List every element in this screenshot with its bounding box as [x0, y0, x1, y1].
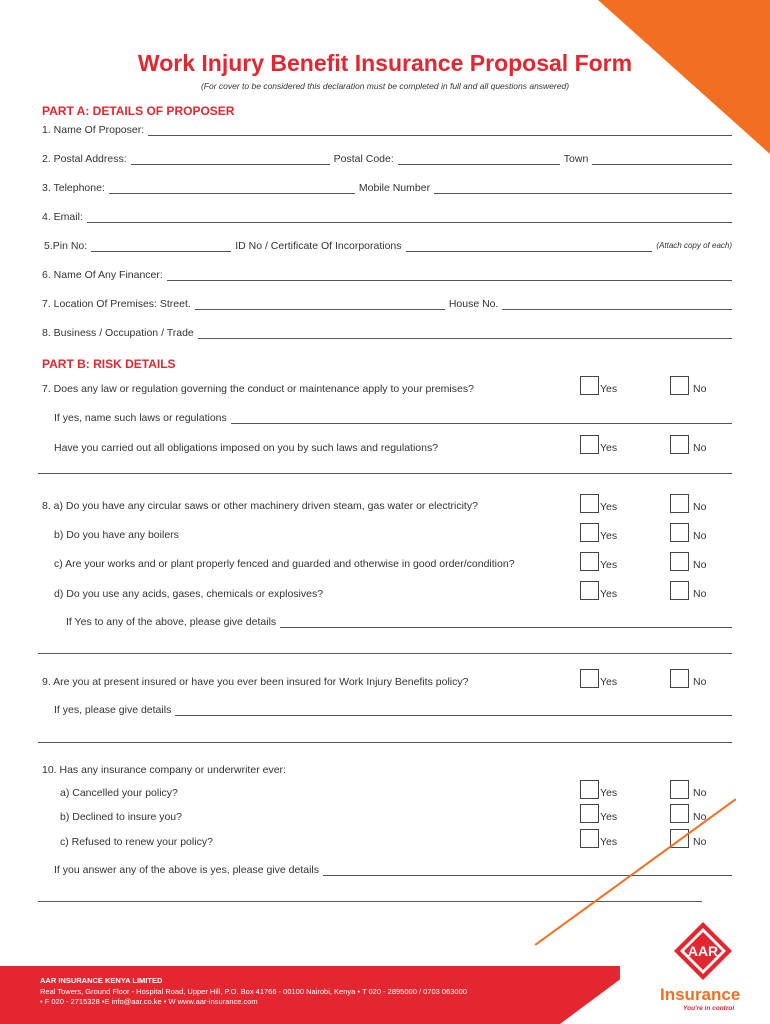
q10a-no-option [670, 780, 706, 799]
q7b-yes-option [580, 435, 617, 454]
q9-details-label: If yes, please give details [54, 704, 172, 716]
q8b-no-checkbox[interactable] [670, 523, 689, 542]
section-divider [38, 653, 732, 654]
q10b-yes-checkbox[interactable] [580, 804, 599, 823]
question-10c: c) Refused to renew your policy? [60, 836, 213, 848]
q8-details-label: If Yes to any of the above, please give details [66, 616, 277, 628]
no-label: No [693, 811, 707, 823]
question-7: 7. Does any law or regulation governing the conduct or maintenance apply to your premises? [42, 383, 474, 395]
q8b-yes-option [580, 523, 617, 542]
pin-row [44, 240, 732, 252]
q10c-yes-checkbox[interactable] [580, 829, 599, 848]
question-8a: 8. a) Do you have any circular saws or other machinery driven steam, gas water or electricity? [42, 500, 478, 512]
q7b-yes-checkbox[interactable] [580, 435, 599, 454]
yes-label: Yes [600, 530, 618, 542]
no-label: No [693, 501, 707, 513]
part-b-heading: PART B: RISK DETAILS [42, 357, 176, 371]
q10a-no-checkbox[interactable] [670, 780, 689, 799]
section-divider [38, 742, 732, 743]
email-row [42, 211, 732, 223]
telephone-field[interactable] [109, 184, 355, 194]
no-label: No [693, 530, 707, 542]
yes-label: Yes [600, 559, 618, 571]
q8a-yes-checkbox[interactable] [580, 494, 599, 513]
q9-details-field[interactable] [175, 706, 732, 716]
question-10b: b) Declined to insure you? [60, 811, 182, 823]
footer-company: AAR INSURANCE KENYA LIMITED [40, 976, 163, 985]
q9-yes-checkbox[interactable] [580, 669, 599, 688]
logo-mark-text: AAR [687, 943, 719, 959]
email-field[interactable] [87, 213, 732, 223]
q8c-no-checkbox[interactable] [670, 552, 689, 571]
no-label: No [693, 787, 707, 799]
no-label: No [693, 588, 707, 600]
pin-label: 5.Pin No: [44, 240, 88, 252]
q8c-yes-checkbox[interactable] [580, 552, 599, 571]
question-8d: d) Do you use any acids, gases, chemicals or explosives? [54, 588, 324, 600]
business-label: 8. Business / Occupation / Trade [42, 327, 194, 339]
id-label: ID No / Certificate Of Incorporations [235, 240, 402, 252]
yes-label: Yes [600, 811, 618, 823]
proposer-name-field[interactable] [148, 126, 732, 136]
street-field[interactable] [195, 300, 445, 310]
pin-field[interactable] [91, 242, 231, 252]
question-8b: b) Do you have any boilers [54, 529, 179, 541]
q10c-yes-option [580, 829, 617, 848]
q10b-yes-option [580, 804, 617, 823]
id-field[interactable] [406, 242, 653, 252]
q8b-yes-checkbox[interactable] [580, 523, 599, 542]
part-a-heading: PART A: DETAILS OF PROPOSER [42, 104, 235, 118]
telephone-label: 3. Telephone: [42, 182, 105, 194]
q8-details-field[interactable] [280, 618, 732, 628]
postal-row [42, 153, 732, 165]
q8d-yes-checkbox[interactable] [580, 581, 599, 600]
yes-label: Yes [600, 442, 618, 454]
q9-no-option [670, 669, 706, 688]
no-label: No [693, 442, 707, 454]
attach-note: (Attach copy of each) [656, 241, 732, 250]
question-10a: a) Cancelled your policy? [60, 787, 178, 799]
q9-details-row [54, 704, 732, 716]
yes-label: Yes [600, 676, 618, 688]
q9-yes-option [580, 669, 617, 688]
q8c-no-option [670, 552, 706, 571]
telephone-row [42, 182, 732, 194]
financer-field[interactable] [167, 271, 732, 281]
question-8c: c) Are your works and or plant properly fenced and guarded and otherwise in good order/condition? [54, 558, 515, 570]
question-7b: Have you carried out all obligations imposed on you by such laws and regulations? [54, 442, 439, 454]
question-10: 10. Has any insurance company or underwriter ever: [42, 764, 286, 776]
q10b-no-option [670, 804, 706, 823]
q10-details-label: If you answer any of the above is yes, please give details [54, 864, 319, 876]
mobile-label: Mobile Number [358, 182, 431, 194]
q7b-no-checkbox[interactable] [670, 435, 689, 454]
mobile-field[interactable] [434, 184, 732, 194]
q8d-no-checkbox[interactable] [670, 581, 689, 600]
q10a-yes-option [580, 780, 617, 799]
proposer-name-label: 1. Name Of Proposer: [42, 124, 145, 136]
postal-address-field[interactable] [131, 155, 330, 165]
postal-code-label: Postal Code: [333, 153, 394, 165]
footer-contacts: • F 020 - 2715328 •E info@aar.co.ke • W www.aar-insurance.com [40, 997, 258, 1006]
yes-label: Yes [600, 787, 618, 799]
q7b-no-option [670, 435, 706, 454]
yes-label: Yes [600, 383, 618, 395]
q7-details-field[interactable] [231, 414, 732, 424]
q8a-yes-option [580, 494, 617, 513]
q7-no-option [670, 376, 706, 395]
no-label: No [693, 676, 707, 688]
q7-yes-checkbox[interactable] [580, 376, 599, 395]
yes-label: Yes [600, 588, 618, 600]
house-field[interactable] [502, 300, 732, 310]
q8-details-row [66, 616, 732, 628]
town-field[interactable] [592, 155, 732, 165]
q8a-no-checkbox[interactable] [670, 494, 689, 513]
proposer-name-row [42, 124, 732, 136]
no-label: No [693, 836, 707, 848]
form-subtitle: (For cover to be considered this declaration must be completed in full and all questions answered) [200, 81, 570, 91]
financer-row [42, 269, 732, 281]
q7-details-label: If yes, name such laws or regulations [54, 412, 227, 424]
form-title: Work Injury Benefit Insurance Proposal Form [137, 50, 633, 76]
logo-tagline: You're in control [683, 1005, 735, 1012]
no-label: No [693, 559, 707, 571]
q8c-yes-option [580, 552, 617, 571]
business-row [42, 327, 732, 339]
postal-code-field[interactable] [398, 155, 560, 165]
q7-no-checkbox[interactable] [670, 376, 689, 395]
business-field[interactable] [198, 329, 732, 339]
yes-label: Yes [600, 501, 618, 513]
q10b-no-checkbox[interactable] [670, 804, 689, 823]
no-label: No [693, 383, 707, 395]
email-label: 4. Email: [42, 211, 83, 223]
town-label: Town [563, 153, 589, 165]
q9-no-checkbox[interactable] [670, 669, 689, 688]
question-9: 9. Are you at present insured or have you ever been insured for Work Injury Benefits policy? [42, 676, 469, 688]
financer-label: 6. Name Of Any Financer: [42, 269, 163, 281]
location-row [42, 298, 732, 310]
footer-address: Real Towers, Ground Floor - Hospital Road, Upper Hill, P.O. Box 41766 - 00100 Nairobi, Kenya • T 020 - 2895000 / 0703 063000 [40, 987, 467, 996]
q7-details-row [54, 412, 732, 424]
house-label: House No. [448, 298, 499, 310]
q8b-no-option [670, 523, 706, 542]
q7-yes-option [580, 376, 617, 395]
section-divider [38, 473, 732, 474]
location-label: 7. Location Of Premises: Street. [42, 298, 191, 310]
yes-label: Yes [600, 836, 618, 848]
aar-logo-icon [673, 921, 733, 981]
q10a-yes-checkbox[interactable] [580, 780, 599, 799]
q8d-no-option [670, 581, 706, 600]
q8d-yes-option [580, 581, 617, 600]
postal-address-label: 2. Postal Address: [42, 153, 127, 165]
logo-wordmark: Insurance [660, 985, 741, 1004]
q8a-no-option [670, 494, 706, 513]
